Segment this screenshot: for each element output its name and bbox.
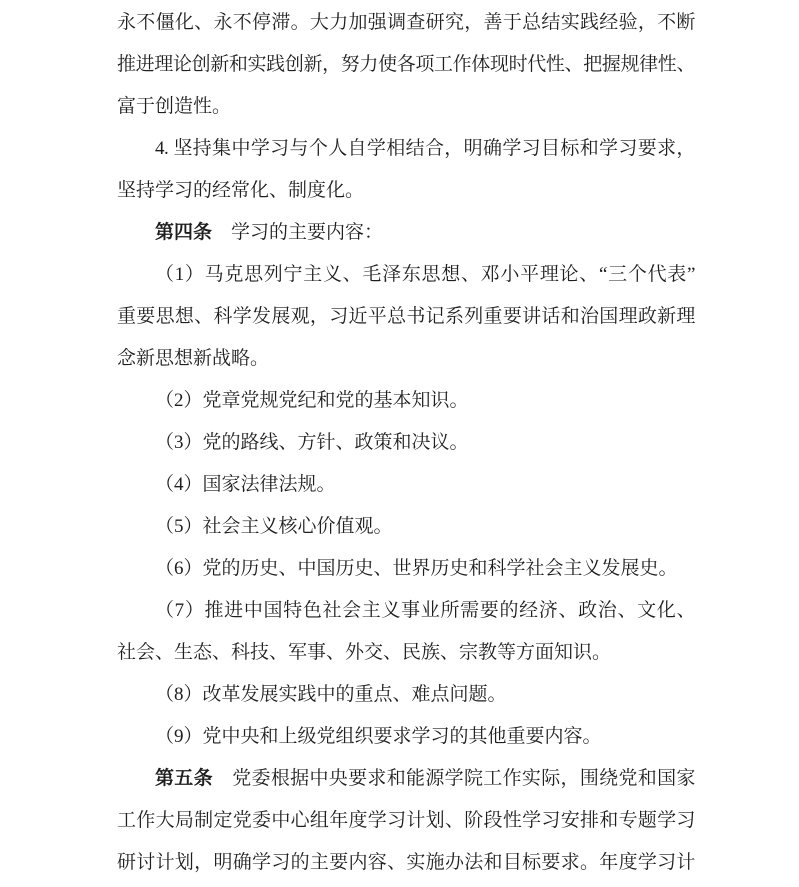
text-line — [117, 842, 695, 884]
text-run: （1）马克思列宁主义、毛泽东思想、邓小平理论、“三个代表” — [155, 264, 695, 285]
text-run: 社会、生态、科技、军事、外交、民族、宗教等方面知识。 — [117, 642, 612, 663]
text-run: （4）国家法律法规。 — [155, 474, 336, 495]
text-run: 重要思想、科学发展观，习近平总书记系列重要讲话和治国理政新理 — [117, 306, 695, 327]
text-line — [117, 254, 695, 296]
text-line — [117, 422, 695, 464]
text-line — [117, 548, 695, 590]
text-line — [117, 506, 695, 548]
bold-text-run: 第五条 — [155, 768, 213, 789]
text-line — [117, 338, 695, 380]
text-line — [117, 674, 695, 716]
text-run: （9）党中央和上级党组织要求学习的其他重要内容。 — [155, 726, 602, 747]
text-run: 推进理论创新和实践创新，努力使各项工作体现时代性、把握规律性、 — [117, 54, 695, 75]
text-line — [117, 212, 695, 254]
bold-text-run: 第四条 — [155, 222, 213, 243]
text-run: （3）党的路线、方针、政策和决议。 — [155, 432, 469, 453]
text-line — [117, 128, 695, 170]
text-line — [117, 590, 695, 632]
text-line — [117, 632, 695, 674]
text-run: 学习的主要内容： — [212, 222, 384, 243]
text-run: 坚持学习的经常化、制度化。 — [117, 180, 365, 201]
text-line — [117, 296, 695, 338]
text-line — [117, 380, 695, 422]
text-run: 富于创造性。 — [117, 96, 232, 117]
text-run: （6）党的历史、中国历史、世界历史和科学社会主义发展史。 — [155, 558, 678, 579]
text-run: 工作大局制定党委中心组年度学习计划、阶段性学习安排和专题学习 — [117, 810, 695, 831]
text-line — [117, 464, 695, 506]
text-line — [117, 86, 695, 128]
text-line — [117, 800, 695, 842]
text-line — [117, 170, 695, 212]
text-run: 念新思想新战略。 — [117, 348, 270, 369]
text-run: （5）社会主义核心价值观。 — [155, 516, 393, 537]
document-text-block — [117, 2, 695, 884]
text-run: 永不僵化、永不停滞。大力加强调查研究，善于总结实践经验，不断 — [117, 12, 695, 33]
text-line — [117, 758, 695, 800]
text-run: （2）党章党规党纪和党的基本知识。 — [155, 390, 469, 411]
text-run: （8）改革发展实践中的重点、难点问题。 — [155, 684, 507, 705]
text-run: 党委根据中央要求和能源学院工作实际，围绕党和国家 — [212, 768, 695, 789]
text-run: （7）推进中国特色社会主义事业所需要的经济、政治、文化、 — [155, 600, 695, 621]
text-line — [117, 716, 695, 758]
text-line — [117, 44, 695, 86]
text-line — [117, 2, 695, 44]
text-run: 4. 坚持集中学习与个人自学相结合，明确学习目标和学习要求， — [155, 138, 695, 159]
text-run: 研讨计划，明确学习的主要内容、实施办法和目标要求。年度学习计 — [117, 852, 695, 873]
